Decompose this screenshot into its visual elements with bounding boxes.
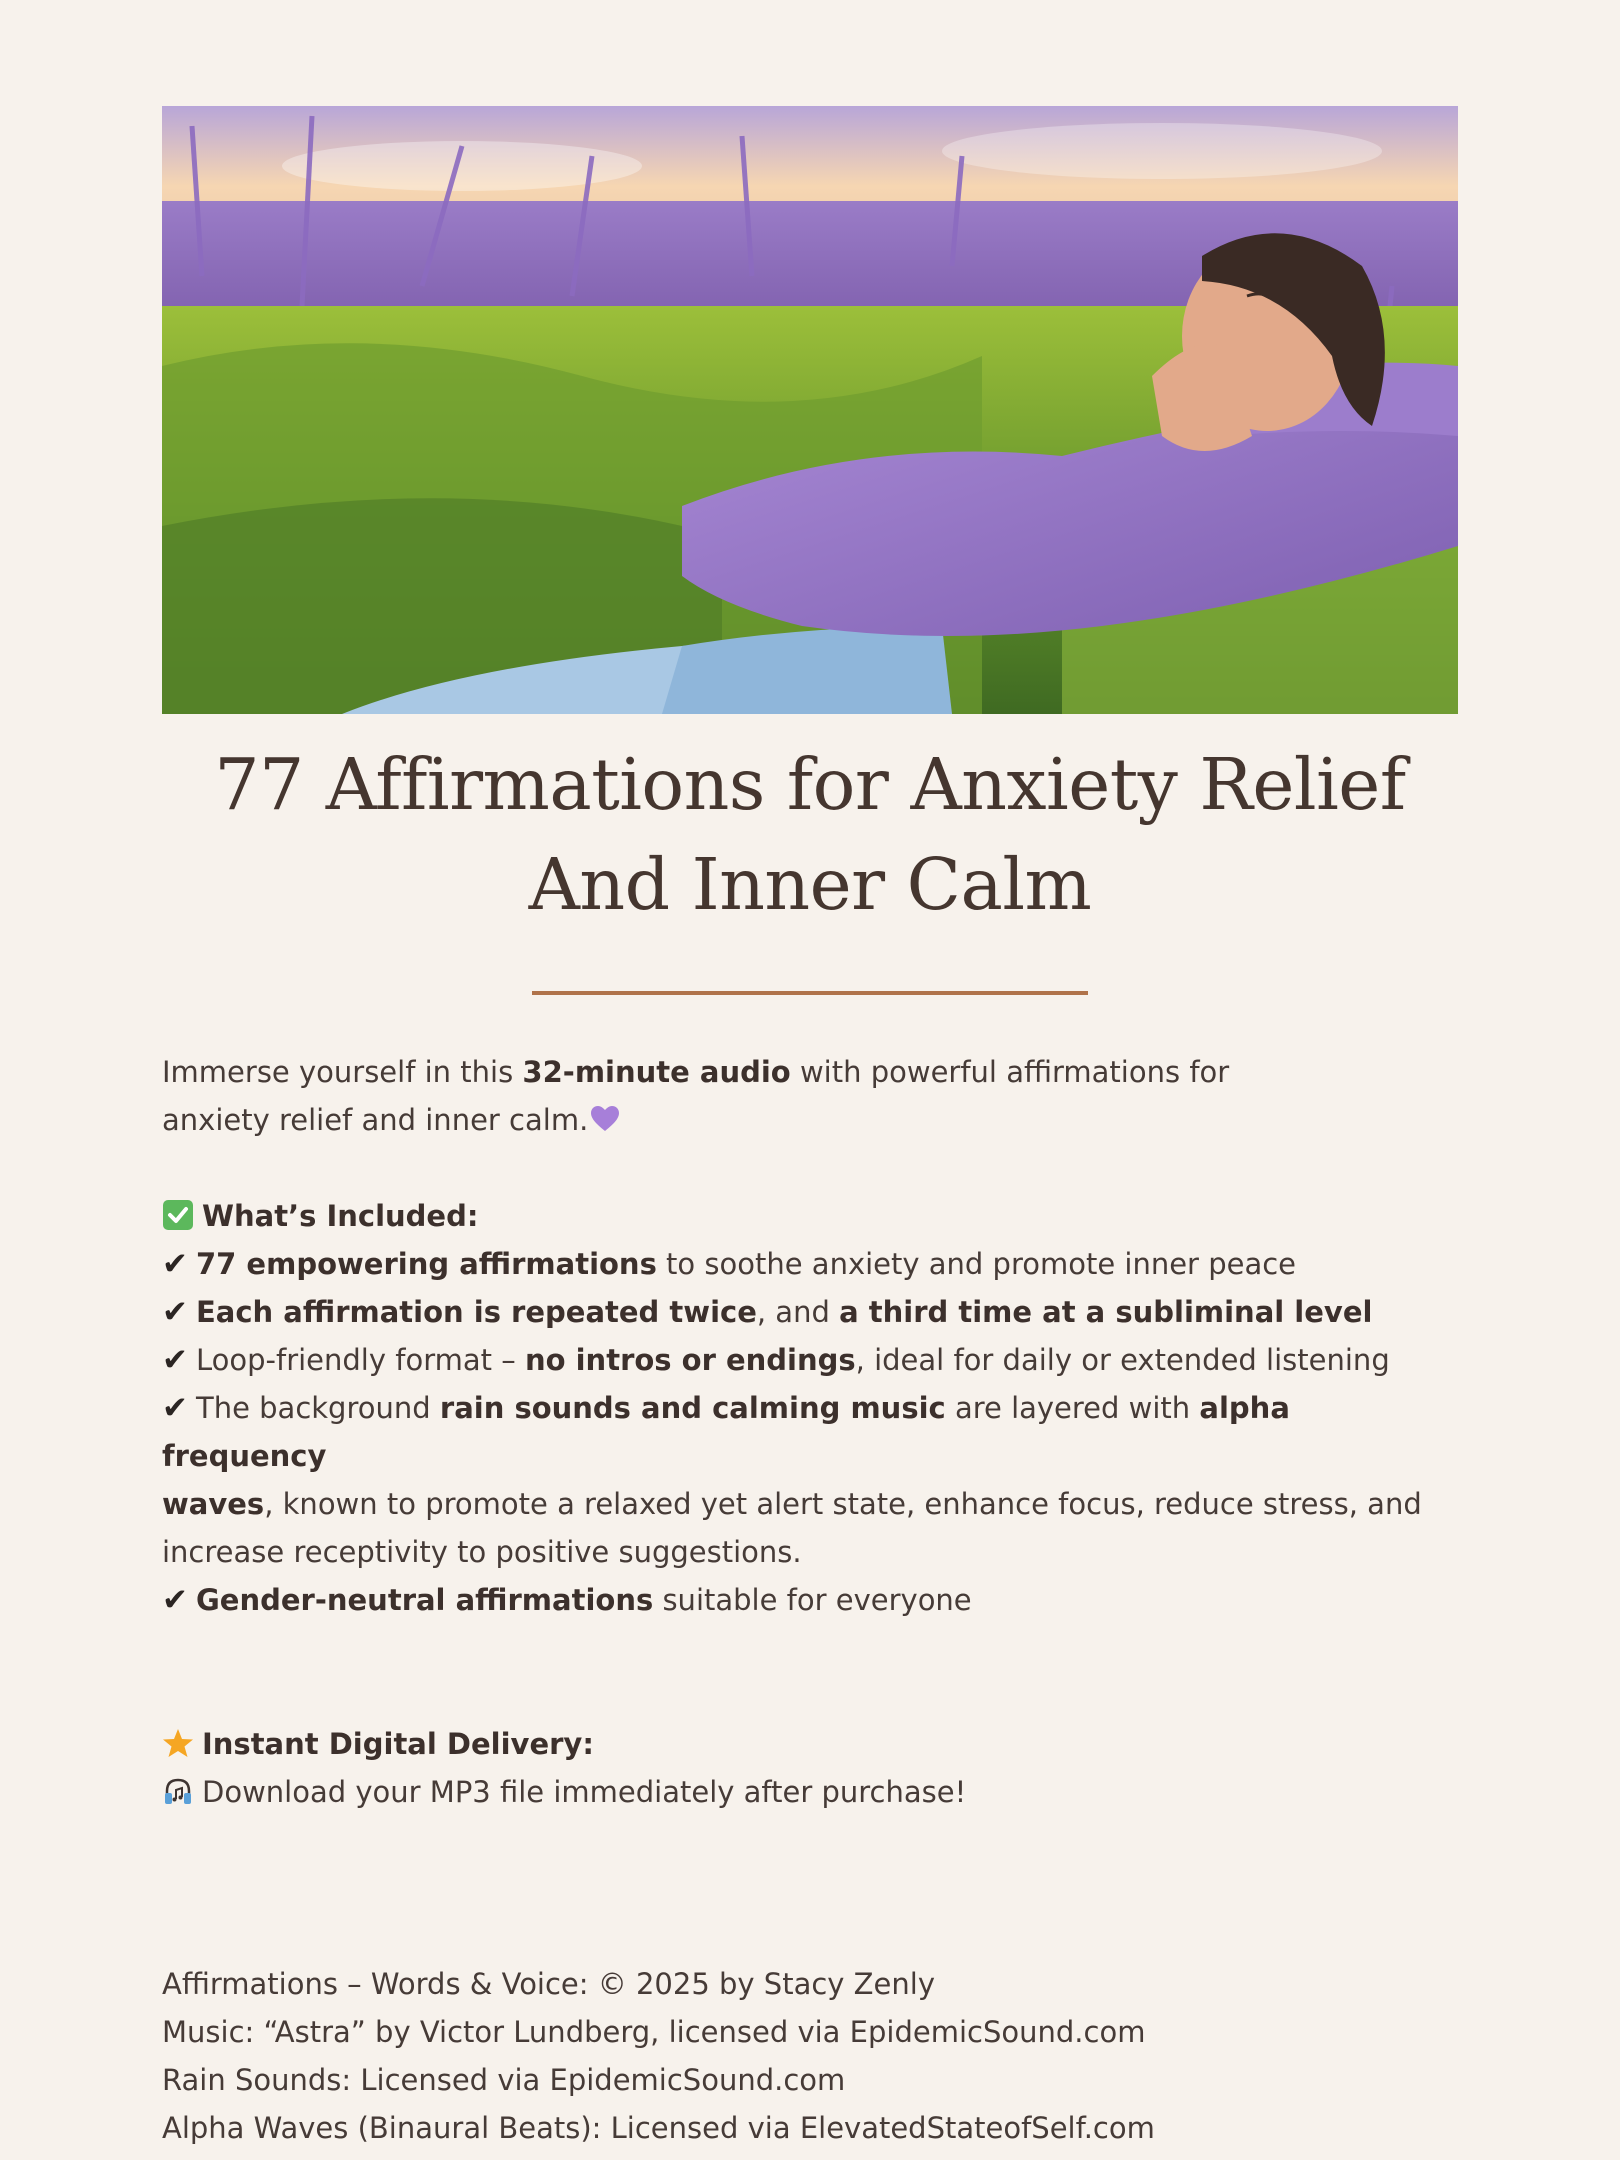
credit-line: Music: “Astra” by Victor Lundberg, licensed via EpidemicSound.com: [162, 2015, 1146, 2049]
headphones-icon: [162, 1775, 194, 1807]
list-item: ✔ Gender-neutral affirmations suitable for everyone: [162, 1582, 972, 1618]
list-item: ✔ Each affirmation is repeated twice, and a third time at a subliminal level: [162, 1294, 1373, 1330]
green-check-box-icon: [162, 1199, 194, 1231]
delivery-text: Download your MP3 file immediately after purchase!: [162, 1768, 1462, 1816]
check-mark-icon: ✔: [162, 1342, 188, 1378]
hero-image: [162, 106, 1458, 714]
intro-line-1: Immerse yourself in this 32-minute audio with powerful affirmations for: [162, 1055, 1230, 1089]
check-mark-icon: ✔: [162, 1246, 188, 1282]
credit-line: Affirmations – Words & Voice: © 2025 by Stacy Zenly: [162, 1967, 935, 2001]
list-item-continuation: increase receptivity to positive suggestions.: [162, 1535, 802, 1569]
list-item: ✔ The background rain sounds and calming music are layered with alpha frequency: [162, 1390, 1290, 1473]
list-item-continuation: waves, known to promote a relaxed yet alert state, enhance focus, reduce stress, and: [162, 1487, 1422, 1521]
credit-line: Alpha Waves (Binaural Beats): Licensed via ElevatedStateofSelf.com: [162, 2111, 1155, 2145]
included-heading: What’s Included:: [162, 1192, 1462, 1240]
page-title: 77 Affirmations for Anxiety Relief And Inner Calm: [214, 743, 1406, 926]
star-icon: [162, 1727, 194, 1759]
lavender-field-illustration: [162, 106, 1458, 714]
list-item: ✔ Loop-friendly format – no intros or endings, ideal for daily or extended listening: [162, 1342, 1390, 1378]
title-divider: [532, 991, 1088, 995]
check-mark-icon: ✔: [162, 1390, 188, 1426]
credit-line: Rain Sounds: Licensed via EpidemicSound.com: [162, 2063, 846, 2097]
description: [162, 1048, 1462, 2152]
list-item: ✔ 77 empowering affirmations to soothe anxiety and promote inner peace: [162, 1246, 1297, 1282]
intro-line-2: anxiety relief and inner calm.: [162, 1096, 1462, 1144]
purple-heart-icon: [590, 1105, 620, 1133]
delivery-heading: Instant Digital Delivery:: [162, 1720, 1462, 1768]
check-mark-icon: ✔: [162, 1582, 188, 1618]
check-mark-icon: ✔: [162, 1294, 188, 1330]
